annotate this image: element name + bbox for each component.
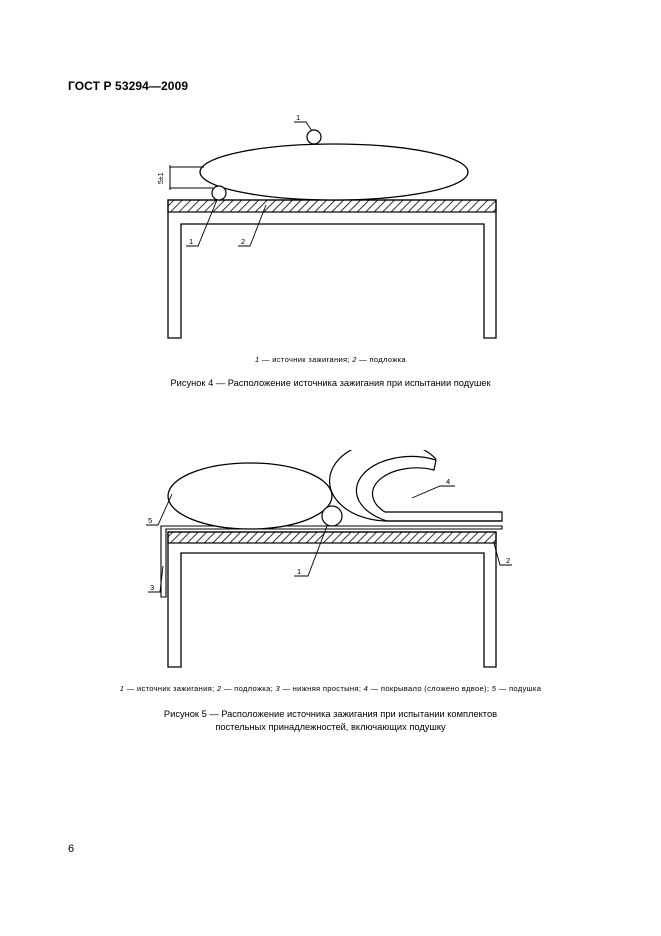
callout-3: 3	[150, 583, 155, 592]
dimension-label: 5±1	[158, 172, 165, 184]
callout-2: 2	[241, 237, 246, 246]
callout-1: 1	[297, 567, 302, 576]
figure-5-caption	[0, 708, 661, 734]
ignition-source-bottom	[212, 186, 226, 200]
figure-4-drawing	[0, 110, 661, 350]
figure-5-drawing	[0, 450, 661, 680]
figure-4-legend: 1 — источник зажигания; 2 — подложка	[255, 355, 406, 364]
callout-4: 4	[446, 477, 451, 486]
table-frame	[168, 200, 496, 338]
document-header: ГОСТ Р 53294—2009	[68, 79, 189, 93]
figure-4-caption: Рисунок 4 — Расположение источника зажигания при испытании подушек	[170, 378, 491, 388]
pillow-ellipse	[168, 463, 332, 529]
ignition-source-top	[307, 130, 321, 144]
figure-5-caption-line-1: Рисунок 5 — Расположение источника зажигания при испытании комплектов	[163, 709, 498, 719]
ignition-source	[322, 506, 342, 526]
table-frame	[168, 532, 496, 667]
substrate-hatched	[168, 200, 496, 212]
pillow-ellipse	[200, 144, 468, 200]
callout-1-bottom: 1	[189, 237, 194, 246]
callout-2: 2	[506, 556, 511, 565]
substrate-hatched	[168, 532, 496, 543]
bedspread-folded	[356, 456, 502, 521]
figure-5-legend: 1 — источник зажигания; 2 — подложка; 3 — нижняя простыня; 4 — покрывало (сложено вдвое); 5 — подушка	[119, 684, 542, 693]
callout-1-top: 1	[296, 113, 301, 122]
page-number: 6	[68, 843, 75, 855]
callout-5: 5	[148, 516, 153, 525]
figure-5-caption-line-2: постельных принадлежностей, включающих подушку	[215, 722, 446, 732]
